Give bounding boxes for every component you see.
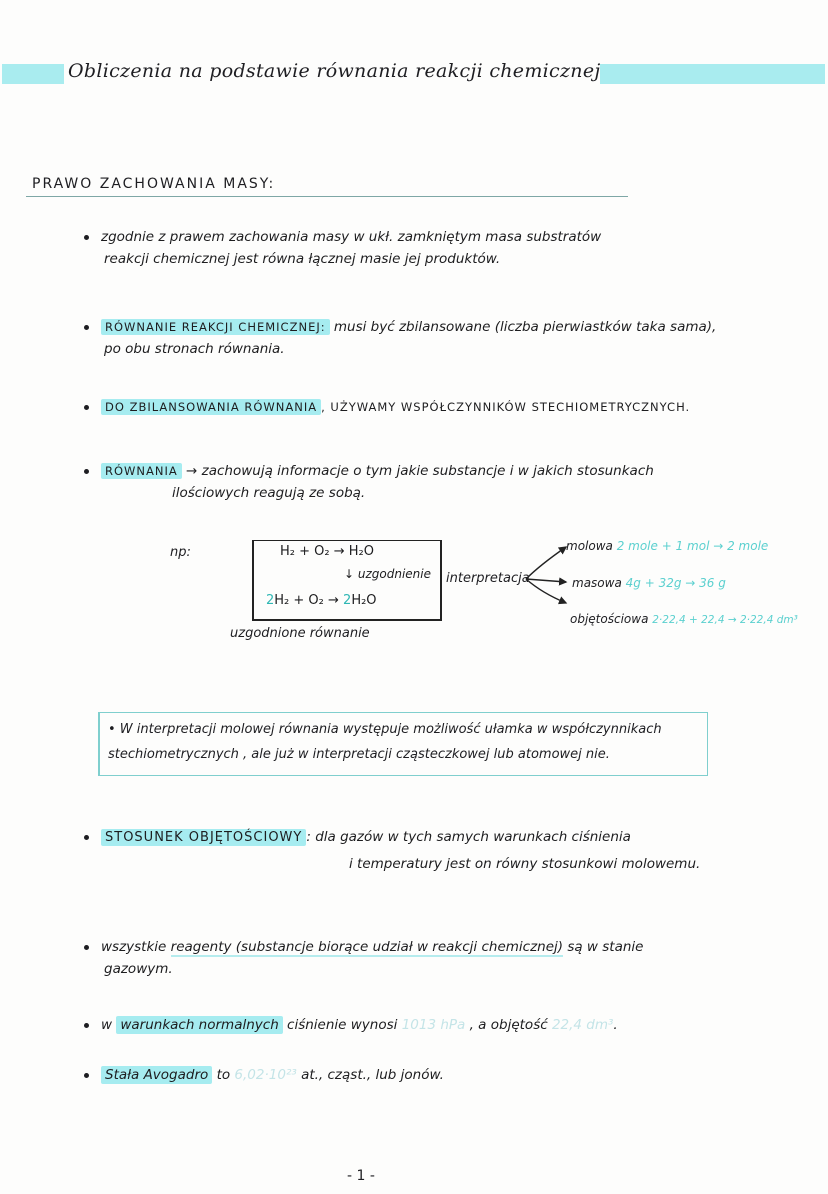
underlined-term: reagenty (substancje biorące udział w reakcji chemicznej) bbox=[170, 939, 564, 955]
highlighted-term: warunkach normalnych bbox=[116, 1016, 282, 1034]
interpretation-label: interpretacja bbox=[446, 571, 530, 586]
bullet-volume-ratio: STOSUNEK OBJĘTOŚCIOWY : dla gazów w tych samych warunkach ciśnienia i temperatury jest on równy stosunkowi molowemu. bbox=[84, 826, 700, 875]
interpretation-mass: masowa 4g + 32g → 36 g bbox=[572, 576, 726, 590]
bullet-dot bbox=[84, 1023, 89, 1028]
interpretation-molar: molowa 2 mole + 1 mol → 2 mole bbox=[566, 539, 769, 553]
bullet-balancing: DO ZBILANSOWANIA RÓWNANIA , UŻYWAMY WSPÓŁCZYNNIKÓW STECHIOMETRYCZNYCH. bbox=[84, 396, 690, 418]
equation-box bbox=[252, 540, 442, 621]
title-highlight-right bbox=[600, 64, 825, 84]
bullet-dot bbox=[84, 325, 89, 330]
bullet-dot bbox=[84, 1073, 89, 1078]
highlighted-term: Stała Avogadro bbox=[101, 1066, 212, 1084]
note-line-2: stechiometrycznych , ale już w interpretacji cząsteczkowej lub atomowej nie. bbox=[108, 747, 610, 762]
highlighted-term: RÓWNANIA bbox=[101, 463, 182, 479]
bullet-gaseous-reagents: wszystkie reagenty (substancje biorące udział w reakcji chemicznej) są w stanie gazowym. bbox=[84, 936, 643, 980]
bullet-normal-conditions: w warunkach normalnych ciśnienie wynosi 1013 hPa , a objętość 22,4 dm³. bbox=[84, 1014, 618, 1036]
volume-value: 22,4 dm³ bbox=[551, 1017, 614, 1033]
example-label: np: bbox=[170, 545, 191, 560]
bullet-dot bbox=[84, 235, 89, 240]
highlighted-term: RÓWNANIE REAKCJI CHEMICZNEJ: bbox=[101, 319, 330, 335]
balanced-equation-caption: uzgodnione równanie bbox=[230, 626, 370, 641]
bullet-dot bbox=[84, 469, 89, 474]
pressure-value: 1013 hPa bbox=[401, 1017, 466, 1033]
highlighted-term: DO ZBILANSOWANIA RÓWNANIA bbox=[101, 399, 321, 415]
balancing-note: ↓ uzgodnienie bbox=[344, 567, 431, 581]
note-line-1: • W interpretacji molowej równania występuje możliwość ułamka w współczynnikach bbox=[108, 722, 662, 737]
bullet-equations-info: RÓWNANIA → zachowują informacje o tym jakie substancje i w jakich stosunkach ilościowych reagują ze sobą. bbox=[84, 460, 654, 504]
page-number: - 1 - bbox=[347, 1168, 375, 1184]
bullet-reaction-equation: RÓWNANIE REAKCJI CHEMICZNEJ: musi być zbilansowane (liczba pierwiastków taka sama), po obu stronach równania. bbox=[84, 316, 716, 360]
section-heading: PRAWO ZACHOWANIA MASY: bbox=[32, 176, 276, 192]
title-highlight-left bbox=[2, 64, 64, 84]
boxed-note bbox=[98, 712, 708, 776]
page-title: Obliczenia na podstawie równania reakcji chemicznej bbox=[68, 60, 601, 82]
equation-balanced: 2H₂ + O₂ → 2H₂O bbox=[266, 593, 377, 608]
bullet-conservation-of-mass: zgodnie z prawem zachowania masy w ukł. zamkniętym masa substratów reakcji chemicznej jest równa łącznej masie jej produktów. bbox=[84, 226, 601, 270]
interpretation-volume: objętościowa 2·22,4 + 22,4 → 2·22,4 dm³ bbox=[570, 612, 798, 626]
equation-unbalanced: H₂ + O₂ → H₂O bbox=[280, 544, 374, 559]
avogadro-value: 6,02·10²³ bbox=[234, 1067, 297, 1083]
branch-arrows-icon bbox=[520, 535, 570, 605]
highlighted-term: STOSUNEK OBJĘTOŚCIOWY bbox=[101, 829, 306, 846]
section-divider bbox=[26, 196, 628, 197]
bullet-dot bbox=[84, 835, 89, 840]
bullet-dot bbox=[84, 405, 89, 410]
bullet-dot bbox=[84, 945, 89, 950]
bullet-avogadro: Stała Avogadro to 6,02·10²³ at., cząst., lub jonów. bbox=[84, 1064, 444, 1086]
